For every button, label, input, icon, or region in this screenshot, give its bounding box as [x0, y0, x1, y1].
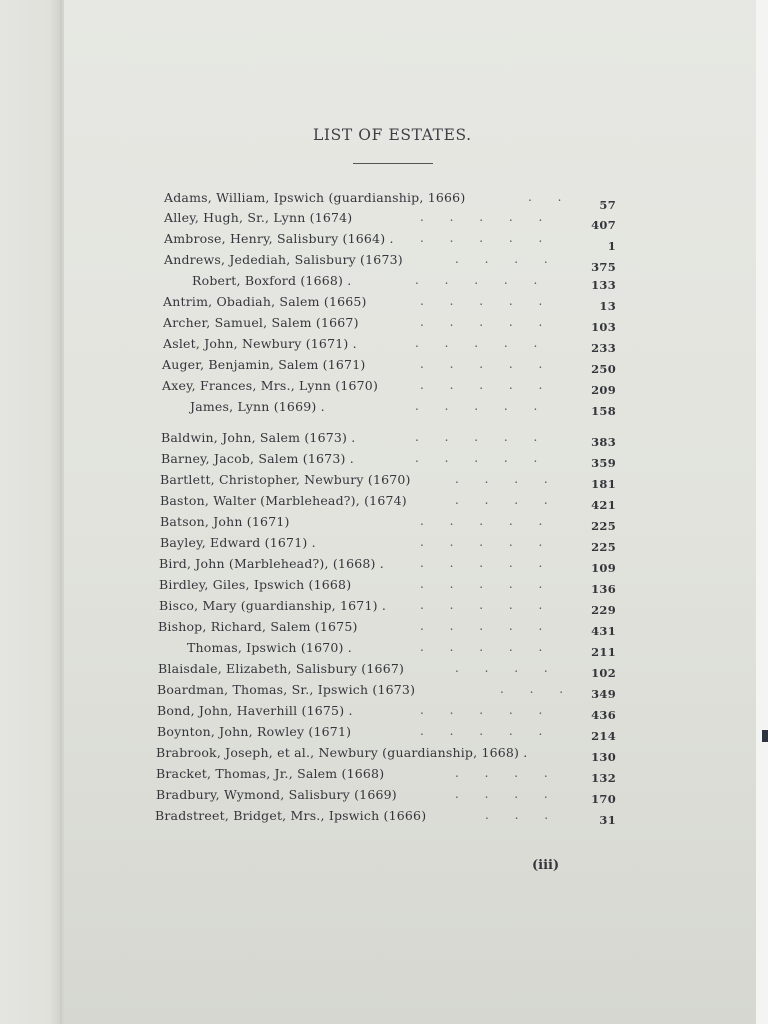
entry-page-number: 13 [599, 299, 616, 313]
list-item [0, 399, 768, 419]
list-item [0, 682, 768, 702]
entry-name: Aslet, John, Newbury (1671) . [163, 336, 357, 351]
entry-name: Boynton, John, Rowley (1671) [157, 724, 352, 739]
entry-name: Axey, Frances, Mrs., Lynn (1670) [162, 378, 379, 393]
list-item [0, 703, 768, 723]
leader-dots: . . . . . [420, 315, 543, 329]
leader-dots: . . . . . [420, 724, 543, 738]
list-item [0, 766, 768, 786]
entry-page-number: 375 [591, 260, 616, 274]
entry-name: Bartlett, Christopher, Newbury (1670) [160, 472, 411, 487]
entry-page-number: 225 [591, 540, 616, 554]
entry-name: Bayley, Edward (1671) . [160, 535, 316, 550]
entry-page-number: 136 [591, 582, 616, 596]
entry-page-number: 383 [591, 435, 616, 449]
leader-dots: . . . . . [420, 556, 543, 570]
leader-dots: . . . . [455, 472, 548, 486]
entry-page-number: 158 [591, 404, 616, 418]
entry-page-number: 181 [591, 477, 616, 491]
list-item [0, 640, 768, 660]
list-item [0, 514, 768, 534]
list-item [0, 808, 768, 828]
entry-name: Brabrook, Joseph, et al., Newbury (guardianship, 1668) . [156, 745, 528, 760]
leader-dots: . . . . . [420, 577, 543, 591]
entry-page-number: 209 [591, 383, 616, 397]
list-item [0, 661, 768, 681]
entry-name: Baston, Walter (Marblehead?), (1674) [160, 493, 407, 508]
list-item [0, 315, 768, 335]
leader-dots: . . . [485, 808, 549, 822]
entry-page-number: 57 [599, 198, 616, 212]
leader-dots: . . . . . [420, 210, 543, 224]
list-item [0, 378, 768, 398]
leader-dots: . . . . . [415, 399, 538, 413]
leader-dots: . . . . . [415, 430, 538, 444]
list-item [0, 336, 768, 356]
entry-page-number: 132 [591, 771, 616, 785]
list-item [0, 190, 768, 210]
entry-name: Andrews, Jedediah, Salisbury (1673) [164, 252, 403, 267]
entry-page-number: 349 [591, 687, 616, 701]
entry-name-subentry: Thomas, Ipswich (1670) . [187, 640, 352, 655]
entry-name-subentry: James, Lynn (1669) . [190, 399, 325, 414]
entry-page-number: 211 [591, 645, 616, 659]
entry-page-number: 359 [591, 456, 616, 470]
leader-dots: . . . . . [420, 357, 543, 371]
entry-name: Adams, William, Ipswich (guardianship, 1666) [164, 190, 466, 205]
list-item [0, 451, 768, 471]
entry-page-number: 436 [591, 708, 616, 722]
entry-page-number: 225 [591, 519, 616, 533]
leader-dots: . . . . . [420, 619, 543, 633]
entry-page-number: 31 [599, 813, 616, 827]
entry-name: Bracket, Thomas, Jr., Salem (1668) [156, 766, 385, 781]
leader-dots: . . . . [455, 766, 548, 780]
entry-page-number: 214 [591, 729, 616, 743]
entry-name: Bird, John (Marblehead?), (1668) . [159, 556, 384, 571]
entry-name: Bisco, Mary (guardianship, 1671) . [159, 598, 387, 613]
leader-dots: . . . . . [420, 378, 543, 392]
leader-dots: . . . . . [420, 703, 543, 717]
entry-name: Boardman, Thomas, Sr., Ipswich (1673) [157, 682, 416, 697]
entry-page-number: 250 [591, 362, 616, 376]
entry-name: Birdley, Giles, Ipswich (1668) [159, 577, 352, 592]
entry-page-number: 407 [591, 218, 616, 232]
list-item [0, 535, 768, 555]
leader-dots: . . . . . [415, 451, 538, 465]
entry-page-number: 170 [591, 792, 616, 806]
list-item [0, 472, 768, 492]
list-item [0, 294, 768, 314]
entry-name: Baldwin, John, Salem (1673) . [161, 430, 356, 445]
entry-name: Barney, Jacob, Salem (1673) . [161, 451, 354, 466]
list-item [0, 787, 768, 807]
entry-page-number: 133 [591, 278, 616, 292]
leader-dots: . . . . . [415, 273, 538, 287]
list-item [0, 273, 768, 293]
leader-dots: . . . . [455, 493, 548, 507]
entry-name: Batson, John (1671) [160, 514, 290, 529]
entry-page-number: 431 [591, 624, 616, 638]
list-item [0, 252, 768, 272]
page-title: LIST OF ESTATES. [313, 126, 472, 144]
leader-dots: . . . . . [420, 514, 543, 528]
list-item [0, 430, 768, 450]
list-item [0, 231, 768, 251]
entry-page-number: 421 [591, 498, 616, 512]
entry-name: Bradbury, Wymond, Salisbury (1669) [156, 787, 397, 802]
page-folio: (iii) [532, 858, 560, 873]
entry-page-number: 130 [591, 750, 616, 764]
entry-page-number: 109 [591, 561, 616, 575]
leader-dots: . . . . . [415, 336, 538, 350]
leader-dots: . . . [500, 682, 564, 696]
entry-name: Antrim, Obadiah, Salem (1665) [163, 294, 367, 309]
entry-name: Alley, Hugh, Sr., Lynn (1674) [164, 210, 353, 225]
list-item [0, 745, 768, 765]
list-item [0, 598, 768, 618]
entry-name: Ambrose, Henry, Salisbury (1664) . [164, 231, 394, 246]
entry-name-subentry: Robert, Boxford (1668) . [192, 273, 352, 288]
leader-dots: . . . . [455, 252, 548, 266]
entry-name: Archer, Samuel, Salem (1667) [163, 315, 359, 330]
list-item [0, 619, 768, 639]
entry-page-number: 229 [591, 603, 616, 617]
leader-dots: . . . . [455, 661, 548, 675]
entry-page-number: 233 [591, 341, 616, 355]
leader-dots: . . [528, 190, 562, 204]
list-item [0, 493, 768, 513]
entry-name: Bradstreet, Bridget, Mrs., Ipswich (1666) [155, 808, 427, 823]
leader-dots: . . . . . [420, 294, 543, 308]
list-item [0, 210, 768, 230]
leader-dots: . . . . . [420, 598, 543, 612]
list-item [0, 577, 768, 597]
entry-page-number: 102 [591, 666, 616, 680]
leader-dots: . . . . . [420, 231, 543, 245]
entry-page-number: 103 [591, 320, 616, 334]
leader-dots: . . . . . [420, 640, 543, 654]
leader-dots: . . . . [455, 787, 548, 801]
entry-name: Bishop, Richard, Salem (1675) [158, 619, 358, 634]
list-item [0, 357, 768, 377]
list-item [0, 556, 768, 576]
entry-name: Auger, Benjamin, Salem (1671) [162, 357, 366, 372]
entry-name: Blaisdale, Elizabeth, Salisbury (1667) [158, 661, 405, 676]
entry-name: Bond, John, Haverhill (1675) . [157, 703, 353, 718]
leader-dots: . . . . . [420, 535, 543, 549]
list-item [0, 724, 768, 744]
entry-page-number: 1 [607, 239, 616, 253]
